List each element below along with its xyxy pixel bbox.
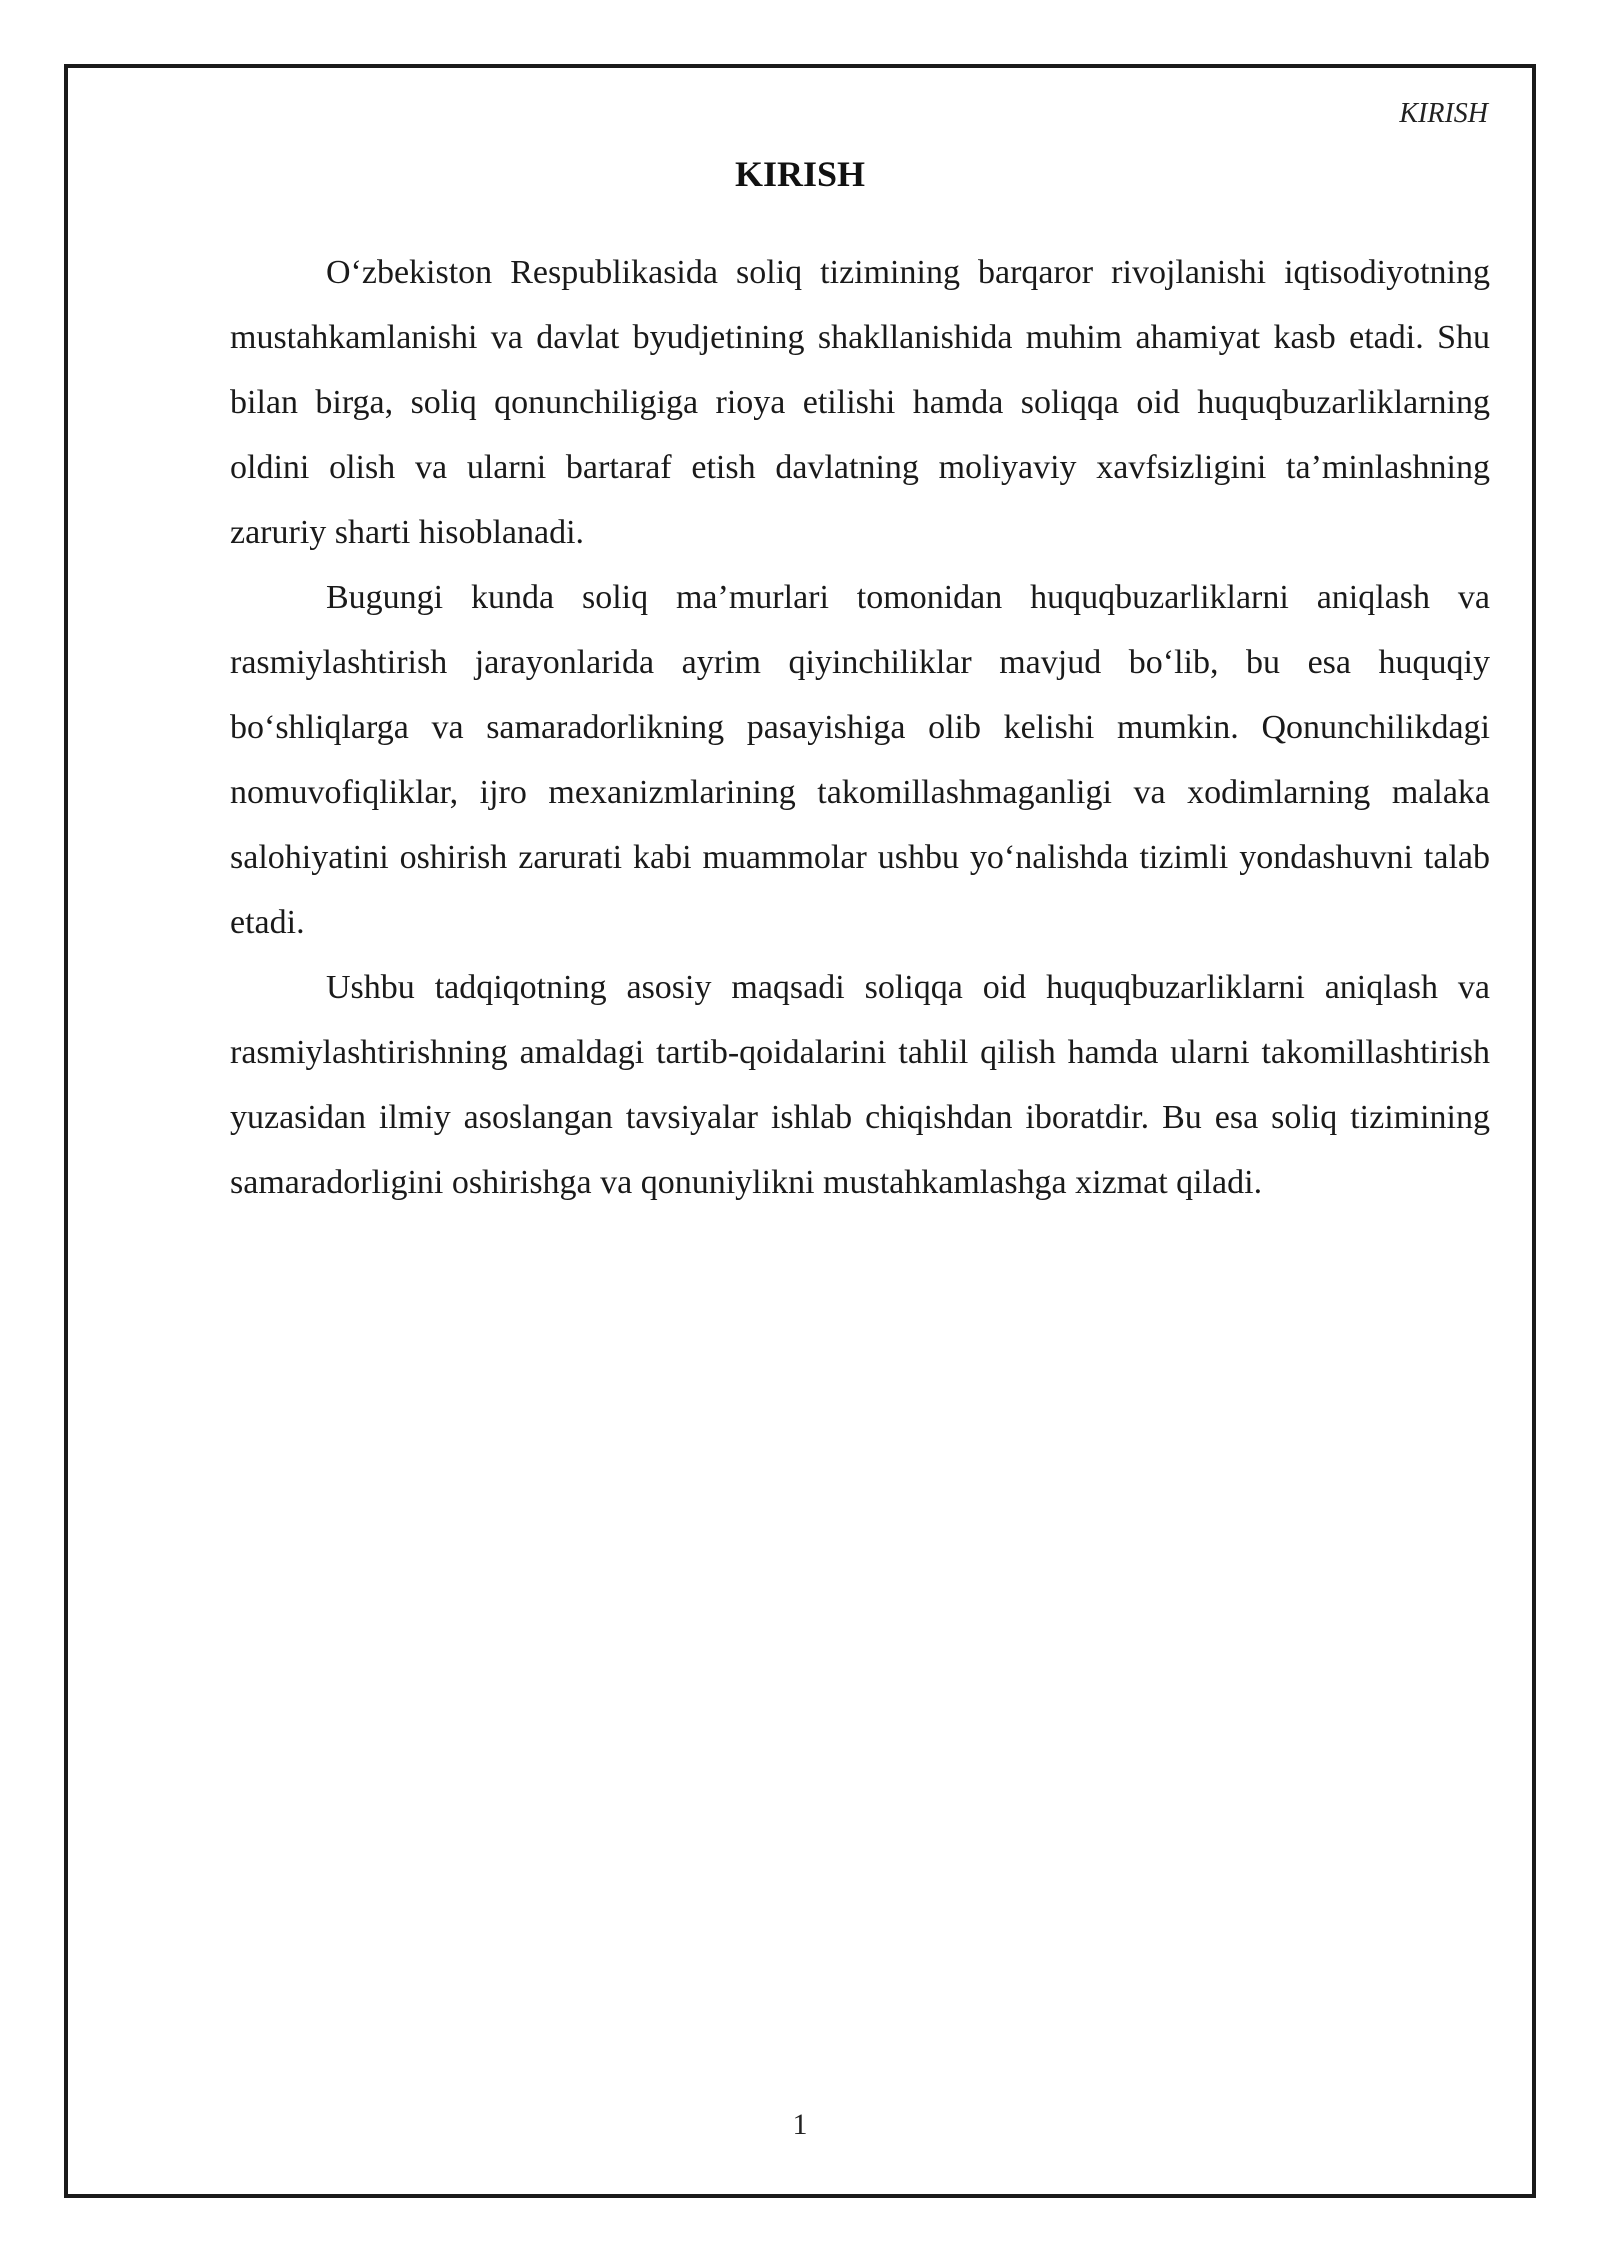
page-title: KIRISH <box>734 154 866 194</box>
paragraph: Ushbu tadqiqotning asosiy maqsadi soliqqa oid huquqbuzarliklarni aniqlash va rasmiylashtirishning amaldagi tartib-qoidalarini tahlil qilish hamda ularni takomillashtirish yuzasidan ilmiy asoslangan tavsiyalar ishlab chiqishdan iboratdir. Bu esa soliq tizimining samaradorligini oshirishga va qonuniylikni mustahkamlashga xizmat qiladi. <box>230 969 1490 1201</box>
page-number: 1 <box>792 2108 808 2141</box>
paragraph: O‘zbekiston Respublikasida soliq tizimining barqaror rivojlanishi iqtisodiyotning mustahkamlanishi va davlat byudjetining shakllanishida muhim ahamiyat kasb etadi. Shu bilan birga, soliq qonunchiligiga rioya etilishi hamda soliqqa oid huquqbuzarliklarning oldini olish va ularni bartaraf etish davlatning moliyaviy xavfsizligini ta’minlashning zaruriy sharti hisoblanadi. <box>230 254 1490 551</box>
paragraph: Bugungi kunda soliq ma’murlari tomonidan huquqbuzarliklarni aniqlash va rasmiylashtirish jarayonlarida ayrim qiyinchiliklar mavjud bo‘lib, bu esa huquqiy bo‘shliqlarga va samaradorlikning pasayishiga olib kelishi mumkin. Qonunchilikdagi nomuvofiqliklar, ijro mexanizmlarining takomillashmaganligi va xodimlarning malaka salohiyatini oshirish zarurati kabi muammolar ushbu yo‘nalishda tizimli yondashuvni talab etadi. <box>230 579 1490 941</box>
body-text <box>230 240 1490 1215</box>
running-header: KIRISH <box>1399 98 1488 129</box>
